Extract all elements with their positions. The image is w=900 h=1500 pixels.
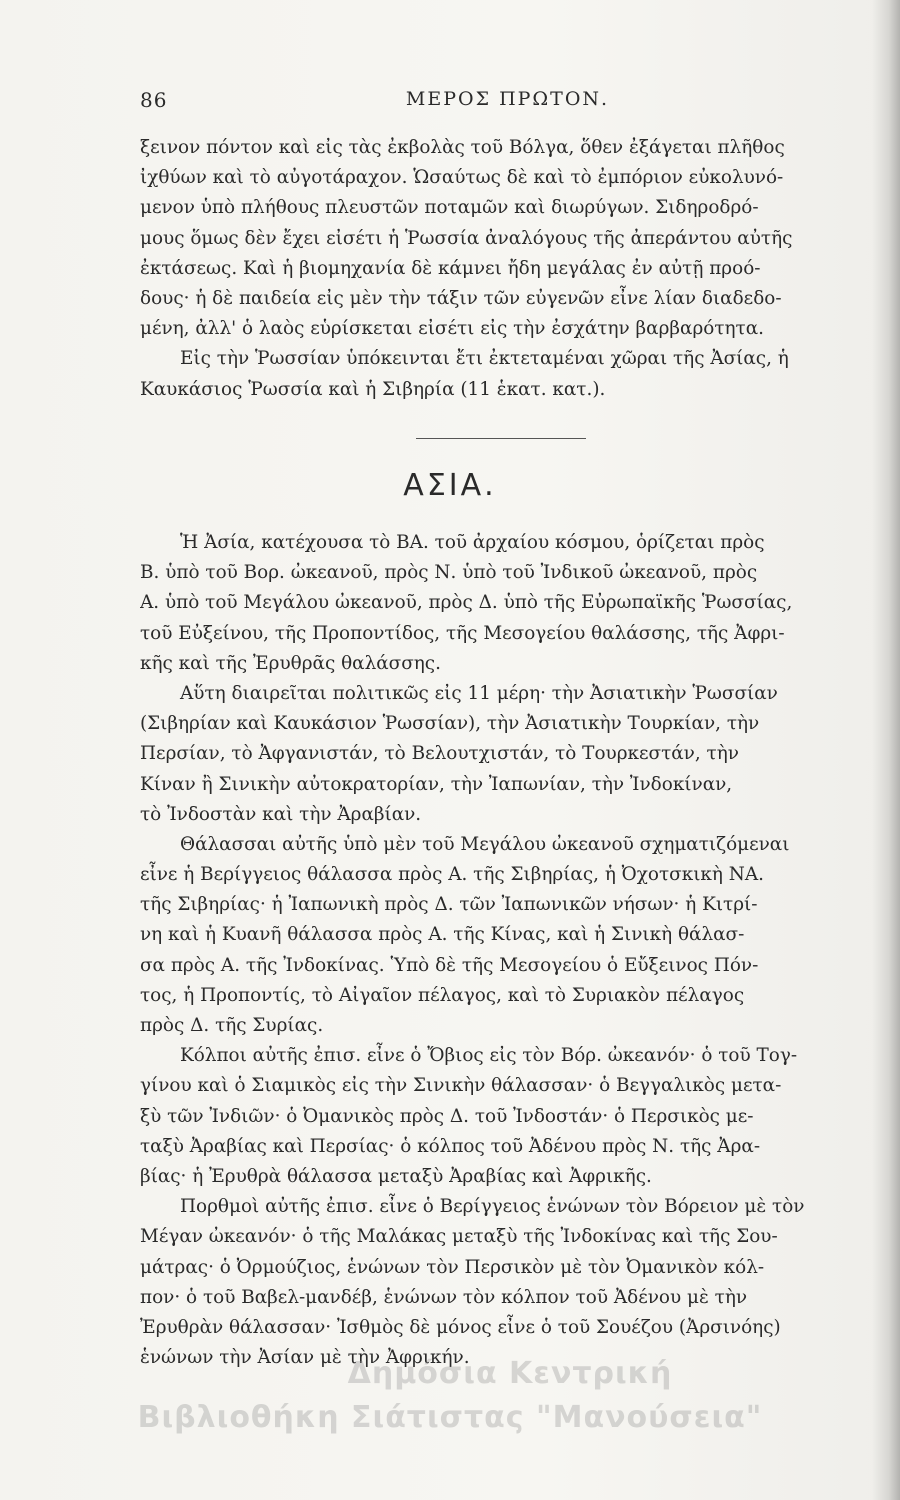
text-line: Εἰς τὴν Ῥωσσίαν ὑπόκεινται ἔτι ἐκτεταμέναι χῶραι τῆς Ἀσίας, ἡ xyxy=(180,348,789,370)
text-line: Ἐρυθρὰν θάλασσαν· Ἰσθμὸς δὲ μόνος εἶνε ὁ τοῦ Σουέζου (Ἀρσινόης) xyxy=(140,1316,781,1338)
text-line: Α. ὑπὸ τοῦ Μεγάλου ὠκεανοῦ, πρὸς Δ. ὑπὸ τῆς Εὐρωπαϊκῆς Ῥωσσίας, xyxy=(140,592,793,614)
library-watermark xyxy=(0,1352,900,1440)
page-header xyxy=(140,88,875,118)
text-line: Αὕτη διαιρεῖται πολιτικῶς εἰς 11 μέρη· τὴν Ἀσιατικὴν Ῥωσσίαν xyxy=(180,682,778,704)
text-line: Ἡ Ἀσία, κατέχουσα τὸ ΒΑ. τοῦ ἀρχαίου κόσμου, ὁρίζεται πρὸς xyxy=(180,532,765,553)
text-line: μένη, ἀλλ' ὁ λαὸς εὑρίσκεται εἰσέτι εἰς τὴν ἐσχάτην βαρβαρότητα. xyxy=(140,318,764,340)
text-line: Θάλασσαι αὐτῆς ὑπὸ μὲν τοῦ Μεγάλου ὠκεανοῦ σχηματιζόμεναι xyxy=(180,833,790,855)
running-title: ΜΕΡΟΣ ΠΡΩΤΟΝ. xyxy=(405,88,610,110)
text-line: ταξὺ Ἀραβίας καὶ Περσίας· ὁ κόλπος τοῦ Ἀδένου πρὸς Ν. τῆς Ἀρα- xyxy=(140,1135,761,1157)
intro-text xyxy=(140,133,877,405)
text-line: Κόλποι αὐτῆς ἐπισ. εἶνε ὁ Ὄβιος εἰς τὸν Βόρ. ὠκεανόν· ὁ τοῦ Τογ- xyxy=(180,1045,798,1067)
text-line: Καυκάσιος Ῥωσσία καὶ ἡ Σιβηρία (11 ἑκατ. κατ.). xyxy=(140,378,606,400)
text-line: (Σιβηρίαν καὶ Καυκάσιον Ῥωσσίαν), τὴν Ἀσιατικὴν Τουρκίαν, τὴν xyxy=(140,713,760,735)
watermark-line: Δημόσια Κεντρική xyxy=(347,1356,673,1391)
text-line: Περσίαν, τὸ Ἀφγανιστάν, τὸ Βελουτχιστάν, τὸ Τουρκεστάν, τὴν xyxy=(140,743,739,765)
text-line: τὸ Ἰνδοστὰν καὶ τὴν Ἀραβίαν. xyxy=(140,803,422,825)
text-line: γίνου καὶ ὁ Σιαμικὸς εἰς τὴν Σινικὴν θάλασσαν· ὁ Βεγγαλικὸς μετα- xyxy=(140,1075,782,1097)
text-line: μάτρας· ὁ Ὀρμούζιος, ἑνώνων τὸν Περσικὸν μὲ τὸν Ὀμανικὸν κόλ- xyxy=(140,1256,765,1278)
text-line: μενον ὑπὸ πλήθους πλευστῶν ποταμῶν καὶ διωρύγων. Σιδηροδρό- xyxy=(140,197,759,219)
text-line: ἰχθύων καὶ τὸ αὐγοτάραχον. Ὡσαύτως δὲ καὶ τὸ ἐμπόριον εὐκολυνό- xyxy=(140,167,784,189)
text-line: Κίναν ἢ Σινικὴν αὐτοκρατορίαν, τὴν Ἰαπωνίαν, τὴν Ἰνδοκίναν, xyxy=(140,773,733,795)
text-line: ξὺ τῶν Ἰνδιῶν· ὁ Ὀμανικὸς πρὸς Δ. τοῦ Ἰνδοστάν· ὁ Περσικὸς με- xyxy=(140,1105,754,1127)
text-line: Β. ὑπὸ τοῦ Βορ. ὠκεανοῦ, πρὸς Ν. ὑπὸ τοῦ Ἰνδικοῦ ὠκεανοῦ, πρὸς xyxy=(140,562,758,584)
text-line: δους· ἡ δὲ παιδεία εἰς μὲν τὴν τάξιν τῶν εὐγενῶν εἶνε λίαν διαδεδο- xyxy=(140,287,782,309)
text-line: ἐκτάσεως. Καὶ ἡ βιομηχανία δὲ κάμνει ἤδη μεγάλας ἐν αὐτῇ προό- xyxy=(140,257,761,279)
text-line: βίας· ἡ Ἐρυθρὰ θάλασσα μεταξὺ Ἀραβίας καὶ Ἀφρικῆς. xyxy=(140,1165,652,1187)
text-line: τῆς Σιβηρίας· ἡ Ἰαπωνικὴ πρὸς Δ. τῶν Ἰαπωνικῶν νήσων· ἡ Κιτρί- xyxy=(140,894,758,916)
text-line: τος, ἡ Προποντίς, τὸ Αἰγαῖον πέλαγος, καὶ τὸ Συριακὸν πέλαγος xyxy=(140,984,745,1006)
text-line: κῆς καὶ τῆς Ἐρυθρᾶς θαλάσσης. xyxy=(140,652,441,674)
text-line: πρὸς Δ. τῆς Συρίας. xyxy=(140,1015,324,1036)
watermark-line: Βιβλιοθήκη Σιάτιστας "Μανούσεια" xyxy=(137,1400,763,1435)
page-number: 86 xyxy=(140,88,168,112)
text-line: εἶνε ἡ Βερίγγειος θάλασσα πρὸς Α. τῆς Σιβηρίας, ἡ Ὀχοτσκικὴ ΝΑ. xyxy=(140,864,764,886)
text-line: Πορθμοὶ αὐτῆς ἐπισ. εἶνε ὁ Βερίγγειος ἑνώνων τὸν Βόρειον μὲ τὸν xyxy=(180,1196,805,1218)
text-line: νη καὶ ἡ Κυανῆ θάλασσα πρὸς Α. τῆς Κίνας, καὶ ἡ Σινικὴ θάλασ- xyxy=(140,924,745,946)
text-line: ἑνώνων τὴν Ἀσίαν μὲ τὴν Ἀφρικήν. xyxy=(140,1347,470,1369)
text-line: μους ὅμως δὲν ἔχει εἰσέτι ἡ Ῥωσσία ἀναλόγους τῆς ἀπεράντου αὐτῆς xyxy=(140,227,793,249)
section-divider xyxy=(416,438,586,439)
section-heading: ΑΣΙΑ. xyxy=(403,468,497,503)
asia-body-text xyxy=(140,528,877,1373)
text-line: πον· ὁ τοῦ Βαβελ-μανδέβ, ἑνώνων τὸν κόλπον τοῦ Ἀδένου μὲ τὴν xyxy=(140,1286,748,1308)
text-line: ξεινον πόντον καὶ εἰς τὰς ἐκβολὰς τοῦ Βόλγα, ὅθεν ἐξάγεται πλῆθος xyxy=(140,137,785,158)
text-line: τοῦ Εὐξείνου, τῆς Προποντίδος, τῆς Μεσογείου θαλάσσης, τῆς Ἀφρι- xyxy=(140,622,785,644)
text-line: Μέγαν ὠκεανόν· ὁ τῆς Μαλάκας μεταξὺ τῆς Ἰνδοκίνας καὶ τῆς Σου- xyxy=(140,1226,778,1248)
page-edge-shadow xyxy=(872,0,900,1500)
text-line: σα πρὸς Α. τῆς Ἰνδοκίνας. Ὑπὸ δὲ τῆς Μεσογείου ὁ Εὔξεινος Πόν- xyxy=(140,954,759,976)
